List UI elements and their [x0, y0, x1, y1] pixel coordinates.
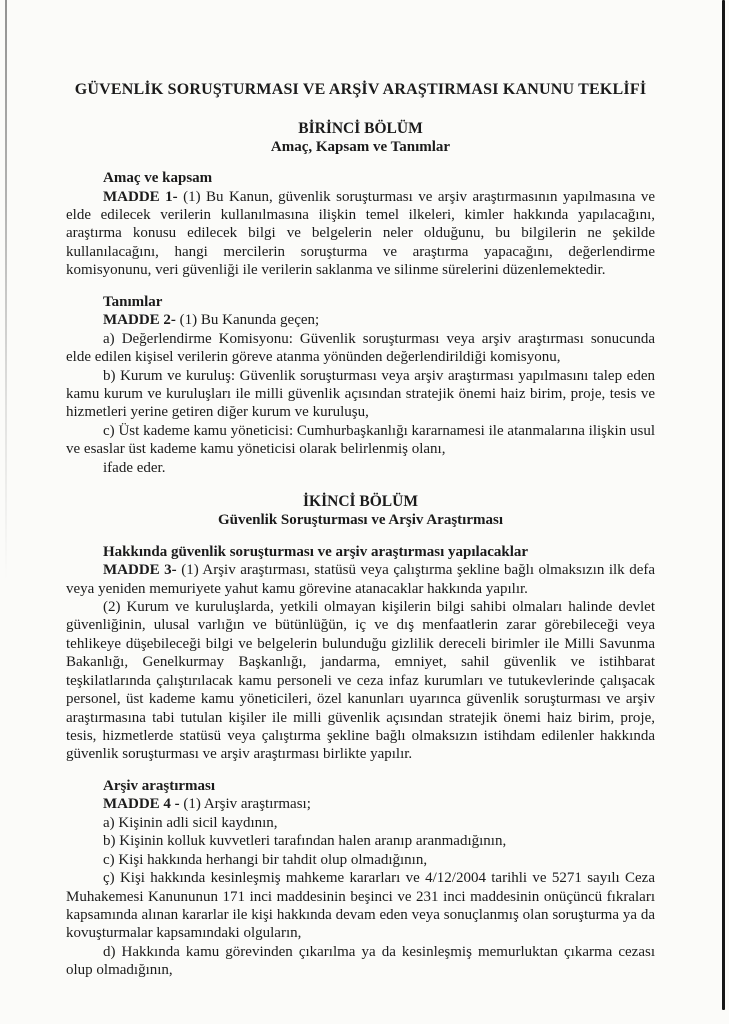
article-4-heading: Arşiv araştırması — [103, 777, 216, 794]
article-4-item-a-text: a) Kişinin adli sicil kaydının, — [103, 814, 278, 831]
article-2-paragraph-1 — [66, 311, 655, 329]
article-3-paragraph-1 — [66, 561, 655, 598]
article-4-item-d — [66, 943, 655, 980]
article-2-closing — [66, 459, 655, 477]
article-4-item-c — [66, 851, 655, 869]
article-3-paragraph-2 — [66, 598, 655, 764]
chapter-2-block — [66, 492, 655, 530]
article-1-heading: Amaç ve kapsam — [103, 170, 213, 187]
article-2-item-c — [66, 422, 655, 459]
article-3-paragraph-1-text: (1) Arşiv araştırması, statüsü veya çalıştırma şekline bağlı olmaksızın ilk defa veya yeniden memuriyete yahut kamu görevine atanacaklar hakkında yapılır. — [66, 562, 656, 597]
document-title: GÜVENLİK SORUŞTURMASI VE ARŞİV ARAŞTIRMASI KANUNU TEKLİFİ — [74, 81, 647, 98]
article-2-item-a-text: a) Değerlendirme Komisyonu: Güvenlik soruşturması veya arşiv araştırması sonucunda elde edilen kişisel verilerin göreve atanma yönünden değerlendirildiği komisyonu, — [66, 330, 655, 366]
article-2-item-c-text: c) Üst kademe kamu yöneticisi: Cumhurbaşkanlığı kararnamesi ile atanmalarına ilişkin usul ve esaslar üst kademe kamu yöneticisi olarak belirlenmiş olanı, — [66, 422, 655, 458]
article-2-closing-text: ifade eder. — [103, 459, 166, 476]
article-4-paragraph-1 — [66, 795, 655, 813]
article-1-number-lead: MADDE 1- — [103, 188, 178, 205]
chapter-2-heading: İKİNCİ BÖLÜM — [303, 493, 418, 511]
article-2-heading: Tanımlar — [103, 293, 163, 310]
article-4-number-lead: MADDE 4 - — [103, 796, 180, 813]
article-4-item-b — [66, 832, 655, 850]
chapter-2-subtitle: Güvenlik Soruşturması ve Arşiv Araştırması — [217, 512, 503, 529]
article-4-item-b-text: b) Kişinin kolluk kuvvetleri tarafından halen aranıp aranmadığının, — [103, 833, 507, 850]
chapter-1-subtitle: Amaç, Kapsam ve Tanımlar — [270, 138, 451, 155]
article-3-number-lead: MADDE 3- — [103, 562, 177, 579]
article-4-item-cc-text: ç) Kişi hakkında kesinleşmiş mahkeme kararları ve 4/12/2004 tarihli ve 5271 sayılı Ceza Muhakemesi Kanununun 171 inci maddesinin beşinci ve 231 inci maddesinin onüçüncü fıkraları kapsamında alınan kararlar ile kişi hakkında devam eden veya sonuçlanmış olan soruşturma ya da kovuşturmalar kapsamındaki olguların, — [66, 870, 655, 942]
article-4-item-c-text: c) Kişi hakkında herhangi bir tahdit olup olmadığının, — [103, 851, 428, 868]
article-4-item-a — [66, 814, 655, 832]
article-3-paragraph-2-text: (2) Kurum ve kuruluşlarda, yetkili olmayan kişilerin bilgi sahibi olmaları halinde devlet güvenliğinin, ulusal varlığın ve bütünlüğün, iç ve dış menfaatlerin zarar görebileceği veya tehlikeye düşebileceği bilgi ve belgelerin bulunduğu gizlilik dereceli birimler ile Milli Savunma Bakanlığı, Genelkurmay Başkanlığı, jandarma, emniyet, sahil güvenlik ve istihbarat teşkilatlarında çalıştırılacak kamu personeli ve ceza infaz kurumları ve tutukevlerinde çalışacak personel, üst kademe kamu yöneticileri, özel kanunları uyarınca güvenlik soruşturması ve arşiv araştırmasına tabi tutulan kişiler ile milli güvenlik açısından stratejik önemi haiz birim, proje, tesis, hizmetlerde statüsü veya çalıştırma şekline bağlı olmaksızın istihdam edilenler hakkında güvenlik soruşturması ve arşiv araştırması birlikte yapılır. — [66, 598, 655, 763]
article-2-item-b-text: b) Kurum ve kuruluş: Güvenlik soruşturması veya arşiv araştırması yapılmasını talep eden kamu kurum ve kuruluşları ile milli güvenlik açısından stratejik önemi haiz birim, proje, tesis ve hizmetleri yerine getiren diğer kurum ve kuruluşu, — [66, 367, 655, 421]
article-2-number-lead: MADDE 2- — [103, 312, 176, 329]
chapter-1-heading: BİRİNCİ BÖLÜM — [298, 119, 423, 137]
article-3-heading: Hakkında güvenlik soruşturması ve arşiv araştırması yapılacaklar — [103, 543, 529, 560]
article-1-paragraph-1 — [66, 188, 655, 280]
article-4-item-cc — [66, 869, 655, 943]
document-content — [66, 80, 655, 980]
article-4-item-d-text: d) Hakkında kamu görevinden çıkarılma ya da kesinleşmiş memurluktan çıkarma cezası olup olmadığının, — [66, 943, 655, 979]
article-2-item-b — [66, 367, 655, 422]
article-1-paragraph-1-text: (1) Bu Kanun, güvenlik soruşturması ve arşiv araştırmasının yapılmasına ve elde edilecek verilerin kullanılmasına ilişkin temel ilkeleri, kimler hakkında yapılacağını, araştırma konusu edilecek bilgi ve belgelerin neler olduğunu, bu bilgilerin ne şekilde kullanılacağını, hangi mercilerin soruşturma ve araştırma yapacağını, değerlendirme komisyonunu, veri güvenliği ile verilerin saklanma ve silinme sürelerini düzenlemektedir. — [66, 188, 656, 279]
scan-edge-artifact-right — [722, 0, 725, 1010]
chapter-1-block — [66, 119, 655, 157]
article-2-item-a — [66, 330, 655, 367]
article-4-paragraph-1-text: (1) Arşiv araştırması; — [179, 796, 311, 813]
article-2-paragraph-1-text: (1) Bu Kanunda geçen; — [175, 312, 320, 329]
scan-edge-artifact-left — [5, 0, 7, 580]
